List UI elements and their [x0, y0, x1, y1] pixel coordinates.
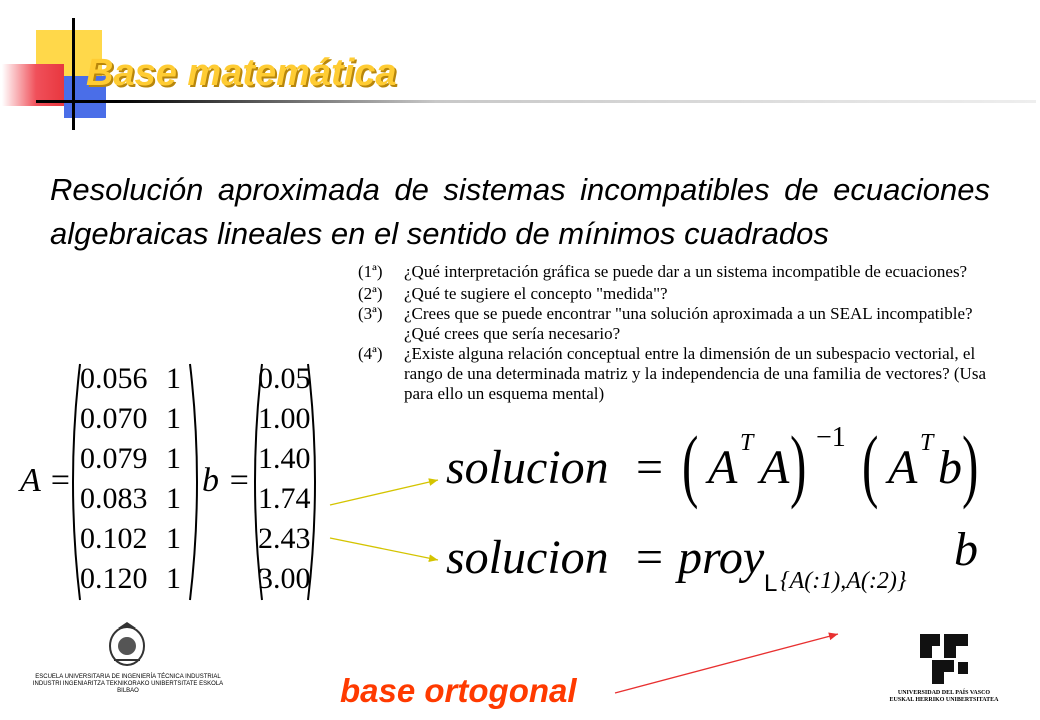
- matrix-a-cell: 1: [166, 482, 181, 515]
- formula2-equals: =: [636, 531, 664, 584]
- matrix-a-cell: 0.079: [80, 442, 148, 475]
- formula1-close-paren: ): [790, 419, 807, 510]
- formula1-a: A: [708, 441, 738, 494]
- matrix-b-cell: 3.00: [258, 562, 311, 595]
- matrix-a-cell: 0.102: [80, 522, 148, 555]
- formula1-t: T: [920, 430, 934, 456]
- matrix-a-cell: 1: [166, 442, 181, 475]
- formula2-lhs: solucion: [446, 531, 609, 584]
- university-logo-icon: [916, 630, 972, 686]
- question-text: ¿Qué te sugiere el concepto "medida"?: [404, 284, 668, 303]
- question-text: para ello un esquema mental): [404, 384, 605, 403]
- formula1-equals: =: [636, 441, 664, 494]
- formula1-close-paren: ): [962, 419, 979, 510]
- university-name-line: UNIVERSIDAD DEL PAÍS VASCO: [897, 690, 991, 696]
- matrix-a-cell: 0.070: [80, 402, 148, 435]
- formula1-b: b: [938, 441, 962, 494]
- matrix-b-label: b =: [202, 462, 251, 499]
- slide-title: Base matemática: [86, 52, 397, 94]
- question-number: (1ª): [358, 262, 383, 281]
- matrix-b-cell: 2.43: [258, 522, 311, 555]
- school-name-line: INDUSTRI INGENIARITZA TEKNIKORAKO UNIBERTSITATE ESKOLA: [32, 681, 224, 687]
- formula1-open-paren: (: [682, 419, 699, 510]
- formula2-proy: proy: [678, 531, 765, 584]
- formula2-sub-set: {A(:1),A(:2)}: [780, 568, 907, 594]
- formula2-b: b: [954, 523, 978, 576]
- university-name-line: EUSKAL HERRIKO UNIBERTSITATEA: [889, 697, 999, 703]
- school-name: [28, 674, 228, 695]
- matrix-b-cell: 1.74: [258, 482, 311, 515]
- matrix-a-cell: 0.083: [80, 482, 148, 515]
- formula1-a: A: [760, 441, 790, 494]
- matrix-a-cell: 1: [166, 362, 181, 395]
- formula1-t: T: [740, 430, 754, 456]
- school-crest-icon: [106, 620, 148, 668]
- question-text: ¿Crees que se puede encontrar "una solución aproximada a un SEAL incompatible?: [404, 304, 973, 323]
- question-number: (2ª): [358, 284, 383, 303]
- matrix-a-cell: 1: [166, 562, 181, 595]
- formula1-lhs: solucion: [446, 441, 609, 494]
- formula1-inverse: −1: [816, 422, 846, 453]
- formula2-sub-l: L: [764, 570, 778, 597]
- matrix-a-cell: 1: [166, 402, 181, 435]
- school-name-line: BILBAO: [117, 688, 139, 694]
- arrow-to-formula2: [330, 538, 438, 560]
- formula1-open-paren: (: [862, 419, 879, 510]
- matrix-a-cell: 0.120: [80, 562, 148, 595]
- university-name: [866, 690, 1022, 704]
- formula-projection: [446, 522, 986, 614]
- matrix-b-cell: 1.40: [258, 442, 311, 475]
- matrix-b-cell: 0.05: [258, 362, 311, 395]
- base-ortogonal-label: base ortogonal: [340, 672, 577, 709]
- formula1-a: A: [888, 441, 918, 494]
- matrix-a-cell: 0.056: [80, 362, 148, 395]
- matrix-a-label: A =: [20, 462, 72, 499]
- question-number: (4ª): [358, 344, 383, 363]
- question-text: rango de una determinada matriz y la independencia de una familia de vectores? (Usa: [404, 364, 986, 383]
- arrow-base-ortogonal: [615, 634, 838, 693]
- question-text: ¿Qué interpretación gráfica se puede dar a un sistema incompatible de ecuaciones?: [404, 262, 968, 281]
- matrix-b-cell: 1.00: [258, 402, 311, 435]
- question-text: ¿Existe alguna relación conceptual entre la dimensión de un subespacio vectorial, el: [404, 344, 976, 363]
- arrow-to-formula1: [330, 480, 438, 505]
- matrix-a-cell: 1: [166, 522, 181, 555]
- intro-paragraph: Resolución aproximada de sistemas incompatibles de ecuaciones algebraicas lineales en el sentido de mínimos cuadrados: [50, 172, 990, 251]
- question-text: ¿Qué crees que sería necesario?: [404, 324, 621, 343]
- formula-least-squares: [446, 419, 986, 512]
- school-name-line: ESCUELA UNIVERSITARIA DE INGENIERÍA TÉCNICA INDUSTRIAL: [35, 674, 221, 680]
- question-number: (3ª): [358, 304, 383, 323]
